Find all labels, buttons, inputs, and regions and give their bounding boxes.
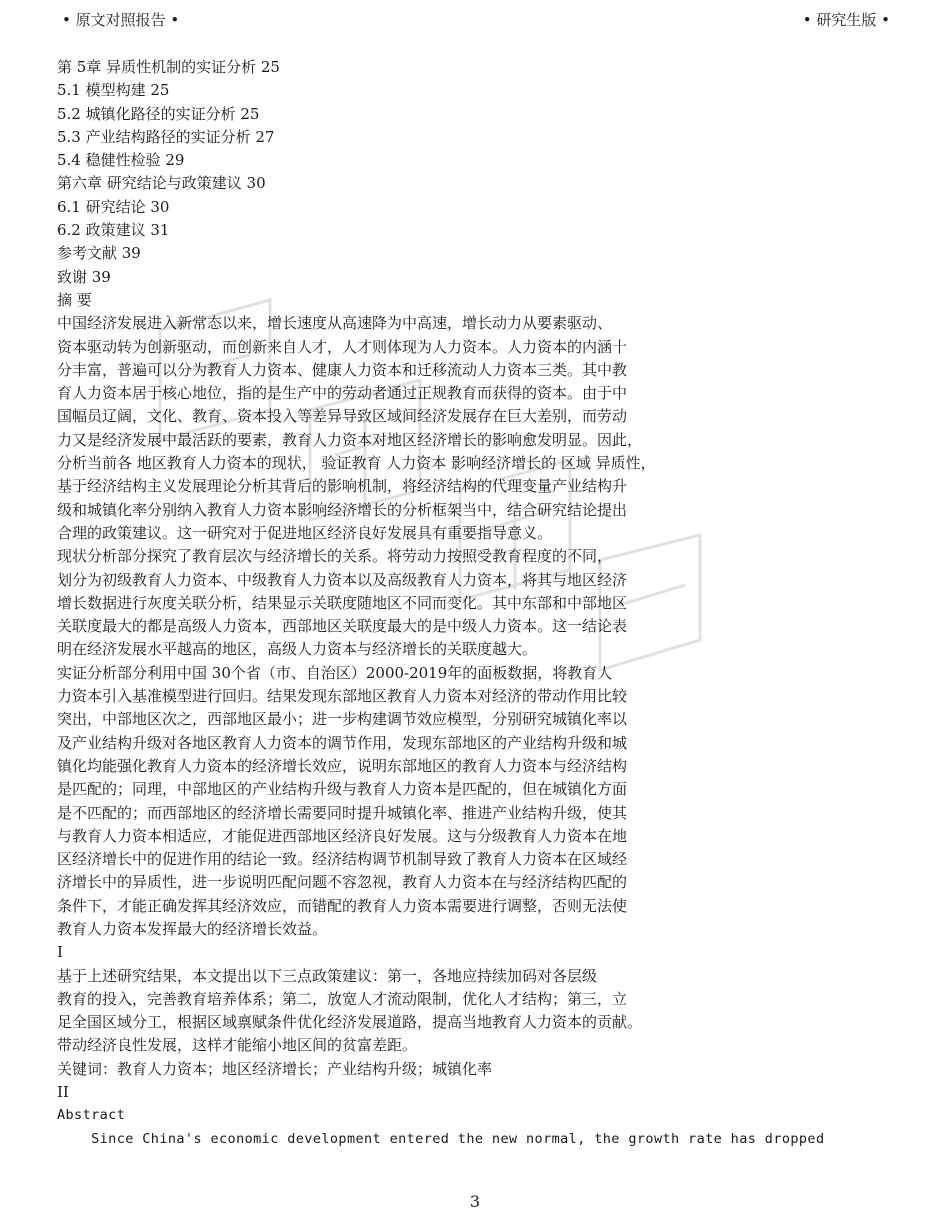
text-line: 及产业结构升级对各地区教育人力资本的调节作用，发现东部地区的产业结构升级和城 bbox=[57, 733, 628, 752]
text-line: 是匹配的；同理，中部地区的产业结构升级与教育人力资本是匹配的，但在城镇化方面 bbox=[57, 780, 628, 799]
roman-page-marker: I bbox=[57, 943, 63, 962]
text-line: 级和城镇化率分别纳入教育人力资本影响经济增长的分析框架当中，结合研究结论提出 bbox=[57, 500, 628, 519]
toc-entry: 5.2 城镇化路径的实证分析 25 bbox=[57, 104, 260, 123]
toc-entry: 致谢 39 bbox=[57, 267, 111, 286]
text-line: 力资本引入基准模型进行回归。结果发现东部地区教育人力资本对经济的带动作用比较 bbox=[57, 687, 628, 706]
text-line: 资本驱动转为创新驱动，而创新来自人才，人才则体现为人力资本。人力资本的内涵十 bbox=[57, 337, 628, 356]
text-line: 足全国区域分工，根据区域禀赋条件优化经济发展道路，提高当地教育人力资本的贡献。 bbox=[57, 1013, 643, 1032]
text-line: 分析当前各 地区教育人力资本的现状， 验证教育 人力资本 影响经济增长的 区域 异质性， bbox=[57, 454, 656, 473]
toc-entry: 6.1 研究结论 30 bbox=[57, 197, 170, 216]
roman-page-marker: II bbox=[57, 1083, 69, 1102]
text-line: 是不匹配的；而西部地区的经济增长需要同时提升城镇化率、推进产业结构升级，使其 bbox=[57, 803, 628, 822]
text-line: 教育的投入，完善教育培养体系；第二，放宽人才流动限制，优化人才结构；第三，立 bbox=[57, 989, 628, 1008]
keywords-line: 关键词：教育人力资本；地区经济增长；产业结构升级；城镇化率 bbox=[57, 1059, 493, 1078]
document-body bbox=[57, 56, 897, 1151]
toc-entry: 5.1 模型构建 25 bbox=[57, 81, 170, 100]
text-line: 镇化均能强化教育人力资本的经济增长效应，说明东部地区的教育人力资本与经济结构 bbox=[57, 756, 628, 775]
toc-entry: 6.2 政策建议 31 bbox=[57, 221, 170, 240]
text-line: 教育人力资本发挥最大的经济增长效益。 bbox=[57, 919, 328, 938]
text-line: 基于经济结构主义发展理论分析其背后的影响机制，将经济结构的代理变量产业结构升 bbox=[57, 477, 628, 496]
text-line: 实证分析部分利用中国 30个省（市、自治区）2000-2019年的面板数据，将教育人 bbox=[57, 663, 613, 682]
page-number: 3 bbox=[469, 1192, 481, 1211]
toc-entry: 5.3 产业结构路径的实证分析 27 bbox=[57, 127, 275, 146]
text-line: 明在经济发展水平越高的地区，高级人力资本与经济增长的关联度越大。 bbox=[57, 640, 538, 659]
section-heading: 摘 要 bbox=[57, 290, 92, 309]
text-line: 分丰富，普遍可以分为教育人力资本、健康人力资本和迁移流动人力资本三类。其中教 bbox=[57, 360, 628, 379]
text-line: 合理的政策建议。这一研究对于促进地区经济良好发展具有重要指导意义。 bbox=[57, 523, 553, 542]
text-line: 关联度最大的都是高级人力资本，西部地区关联度最大的是中级人力资本。这一结论表 bbox=[57, 617, 628, 636]
text-line: 力又是经济发展中最活跃的要素，教育人力资本对地区经济增长的影响愈发明显。因此， bbox=[57, 430, 643, 449]
text-line: 划分为初级教育人力资本、中级教育人力资本以及高级教育人力资本，将其与地区经济 bbox=[57, 570, 628, 589]
text-line: 济增长中的异质性，进一步说明匹配问题不容忽视，教育人力资本在与经济结构匹配的 bbox=[57, 873, 628, 892]
abstract-text-line: Since China's economic development entered the new normal, the growth rate has dropped bbox=[57, 1130, 825, 1147]
toc-entry: 5.4 稳健性检验 29 bbox=[57, 151, 185, 170]
report-header-edition: • 研究生版 • bbox=[802, 11, 890, 29]
text-line: 育人力资本居于核心地位，指的是生产中的劳动者通过正规教育而获得的资本。由于中 bbox=[57, 384, 628, 403]
text-line: 带动经济良性发展，这样才能缩小地区间的贫富差距。 bbox=[57, 1036, 418, 1055]
text-line: 基于上述研究结果，本文提出以下三点政策建议：第一，各地应持续加码对各层级 bbox=[57, 966, 598, 985]
text-line: 突出，中部地区次之，西部地区最小；进一步构建调节效应模型，分别研究城镇化率以 bbox=[57, 710, 628, 729]
toc-entry: 第六章 研究结论与政策建议 30 bbox=[57, 174, 266, 193]
text-line: 国幅员辽阔，文化、教育、资本投入等差异导致区域间经济发展存在巨大差别，而劳动 bbox=[57, 407, 628, 426]
text-line: 与教育人力资本相适应，才能促进西部地区经济良好发展。这与分级教育人力资本在地 bbox=[57, 826, 628, 845]
text-line: 区经济增长中的促进作用的结论一致。经济结构调节机制导致了教育人力资本在区域经 bbox=[57, 850, 628, 869]
toc-entry: 参考文献 39 bbox=[57, 244, 141, 263]
text-line: 中国经济发展进入新常态以来，增长速度从高速降为中高速，增长动力从要素驱动、 bbox=[57, 314, 613, 333]
report-header-title: • 原文对照报告 • bbox=[62, 11, 180, 29]
toc-entry: 第 5章 异质性机制的实证分析 25 bbox=[57, 58, 280, 76]
text-line: 增长数据进行灰度关联分析，结果显示关联度随地区不同而变化。其中东部和中部地区 bbox=[57, 593, 628, 612]
abstract-heading: Abstract bbox=[57, 1107, 126, 1124]
text-line: 现状分析部分探究了教育层次与经济增长的关系。将劳动力按照受教育程度的不同， bbox=[57, 547, 613, 566]
text-line: 条件下，才能正确发挥其经济效应，而错配的教育人力资本需要进行调整，否则无法使 bbox=[57, 896, 628, 915]
